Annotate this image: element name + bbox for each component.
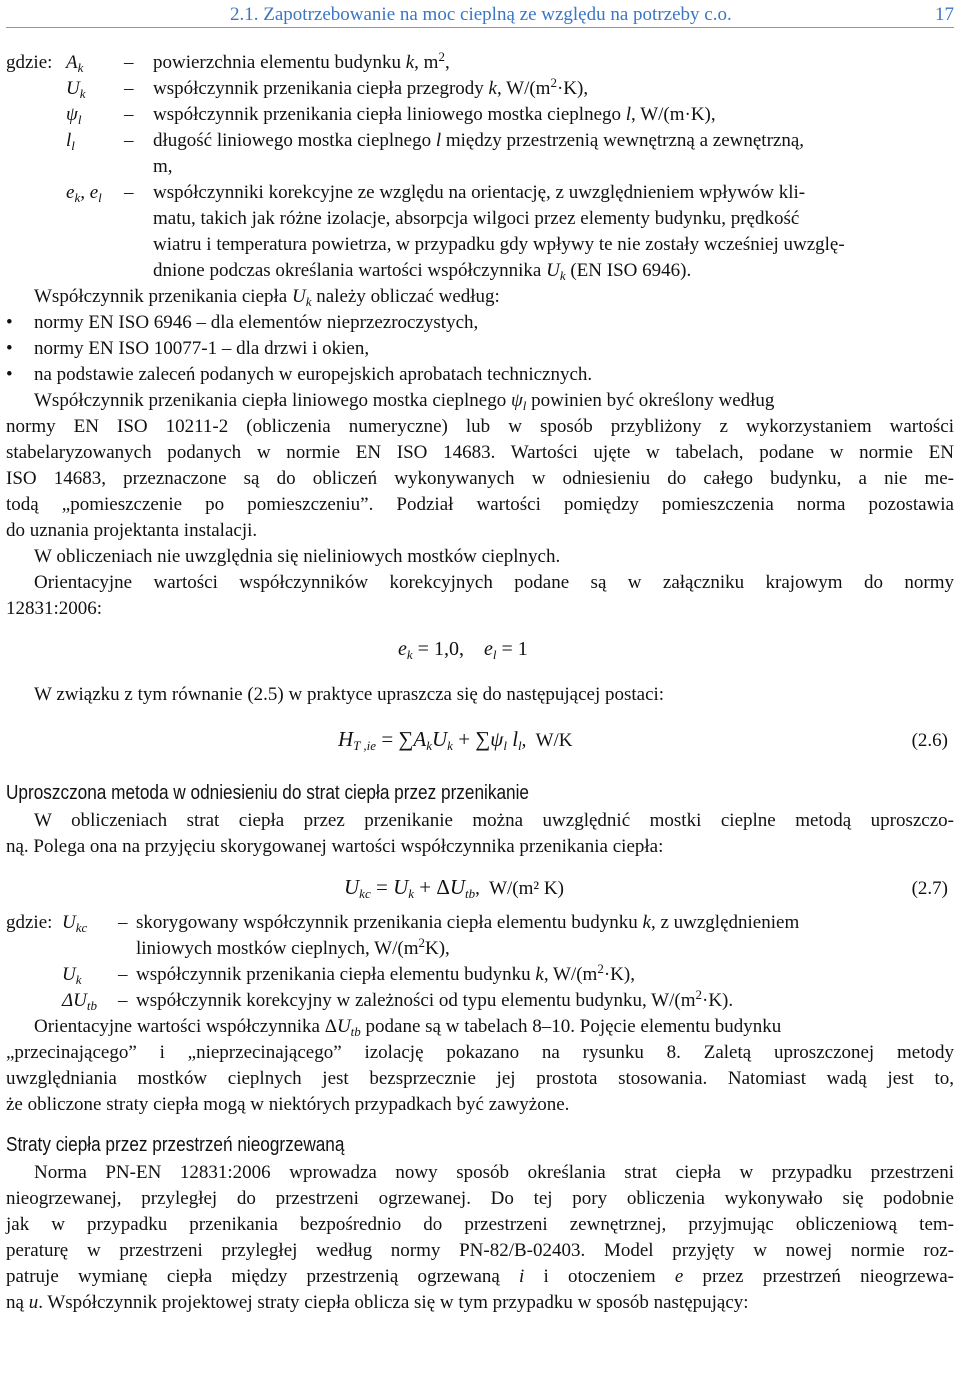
definition-row <box>6 50 954 76</box>
header-rule <box>6 27 954 28</box>
paragraph-correction <box>6 570 954 622</box>
text-line: stabelaryzowanych podanych w normie EN ISO 14683. Wartości ujęte w tabelach, podane w normie EN <box>6 442 954 463</box>
definition-row <box>6 910 954 936</box>
equation-2-6: $H_{T ,ie} = \sum A_kU_k + \sum\psi_l$ $l_l$, W/K (2.6) <box>338 727 948 753</box>
bullet-list <box>6 310 954 388</box>
text-line: nieogrzewanej, przyległej do przestrzeni ogrzewanej. Do tej pory obliczenia wykonywało się podobnie <box>6 1188 954 1209</box>
text-line: 12831:2006: <box>6 598 103 619</box>
equation-number: (2.6) <box>911 730 948 751</box>
definition-row <box>6 258 954 284</box>
definition-dash: – <box>124 182 134 203</box>
definition-text: współczynniki korekcyjne ze względu na orientację, z uwzględnieniem wpływów kli- <box>153 182 806 203</box>
symbol: $U_{kc}$ <box>62 912 88 935</box>
definition-text: liniowych mostków cieplnych, $W/(m^2K)$, <box>136 935 450 959</box>
definition-text: powierzchnia elementu budynku k, $m^2$, <box>153 49 450 73</box>
definitions-list-1 <box>6 50 954 284</box>
definition-text: m, <box>153 156 173 177</box>
definition-row <box>6 102 954 128</box>
symbol: $e_k$, $e_l$ <box>66 182 102 205</box>
text-line: uwzględniania mostków cieplnych jest bezsprzecznie jej prostota stosowania. Natomiast wadą jest to, <box>6 1068 954 1089</box>
text-line: Norma PN-EN 12831:2006 wprowadza nowy sposób określania strat ciepła w przypadku przestrzeni <box>34 1162 954 1183</box>
definition-row <box>6 76 954 102</box>
running-header <box>0 0 960 26</box>
definition-row <box>6 128 954 154</box>
definition-text: wiatru i temperatura powietrza, w przypadku gdy wpływy te nie zostały wcześniej uwzglę- <box>153 234 845 255</box>
text-line: „przecinającego” i „nieprzecinającego” izolację pokazano na rysunku 8. Zaletą uproszczonej metody <box>6 1042 954 1063</box>
definition-text: długość liniowego mostka cieplnego l między przestrzenią wewnętrzną a zewnętrzną, <box>153 130 805 151</box>
paragraph-delta-u: Orientacyjne wartości współczynnika $\Delta U_{tb}$ podane są w tabelach 8–10. Pojęcie elementu budynku „przecinającego” i „nieprzecinającego” izolację pokazano na rysunku 8. Zaletą uproszczonej metody uwzględniania mostków cieplnych jest bezsprzecznie jej prostota stosowania. Natomiast wadą jest to, że obliczone straty ciepła mogą w niektórych przypadkach być zawyżone. <box>6 1014 954 1118</box>
definition-row <box>6 988 954 1014</box>
definition-row <box>6 206 954 232</box>
list-item: • normy EN ISO 6946 – dla elementów nieprzezroczystych, <box>6 310 954 336</box>
definition-text: współczynnik przenikania ciepła elementu budynku k, $W/(m^2\cdot K)$, <box>136 961 635 985</box>
text-line: ną. Polega ona na przyjęciu skorygowanej wartości współczynnika przenikania ciepła: <box>6 836 664 857</box>
paragraph-simplified-method <box>6 808 954 860</box>
text-line: do uznania projektanta instalacji. <box>6 520 258 541</box>
symbol: $U_k$ <box>62 964 82 987</box>
equation-2-7: $U_{kc} = U_k + \Delta U_{tb}$, W/(m² K) (2.7) <box>344 875 948 901</box>
text-line: W obliczeniach strat ciepła przez przenikanie można uwzględnić mostki cieplne metodą uproszczo- <box>34 810 954 831</box>
list-item: • na podstawie zaleceń podanych w europejskich aprobatach technicznych. <box>6 362 954 388</box>
text-line: normy EN ISO 10211-2 (obliczenia numeryczne) lub w sposób przybliżony z wykorzystaniem wartości <box>6 416 954 437</box>
definition-text: współczynnik przenikania ciepła przegrody k, $W/(m^2\cdot K)$, <box>153 75 589 99</box>
definition-text: współczynnik przenikania ciepła liniowego mostka cieplnego l, W/(m·K), <box>153 104 716 125</box>
text-line: peraturę w przestrzeni przyległej według normy PN-82/B-02403. Model przyjęty w nowej normie roz- <box>6 1240 954 1261</box>
symbol: $l_l$ <box>66 130 75 153</box>
page-body <box>6 50 954 1316</box>
definition-row <box>6 962 954 988</box>
paragraph-nonlinear: W obliczeniach nie uwzględnia się nieliniowych mostków cieplnych. <box>34 546 561 567</box>
header-title: 2.1. Zapotrzebowanie na moc cieplną ze względu na potrzeby c.o. <box>230 4 732 25</box>
text-line: jak w przypadku przenikania bezpośrednio do przestrzeni zewnętrznej, przyjmując obliczeniową tem- <box>6 1214 954 1235</box>
definition-dash: – <box>118 964 128 985</box>
definition-dash: – <box>124 130 134 151</box>
paragraph-unheated-space: Norma PN-EN 12831:2006 wprowadza nowy sposób określania strat ciepła w przypadku przestrzeni nieogrzewanej, przyległej do przestrzeni ogrzewanej. Do tej pory obliczenia wykonywało się podobnie jak w przypadku przenikania bezpośrednio do przestrzeni zewnętrznej, przyjmując obliczeniową tem- peraturę w przestrzeni przyległej według normy PN-82/B-02403. Model przyjęty w nowej normie roz- patruje wymianę ciepła między przestrzenią ogrzewaną i i otoczeniem e przez przestrzeń nieogrzewa- ną u. Współczynnik projektowej straty ciepła oblicza się w tym przypadku w sposób następujący: <box>6 1162 954 1313</box>
definition-row <box>6 936 954 962</box>
paragraph-psi: Współczynnik przenikania ciepła liniowego mostka cieplnego $\psi_l$ powinien być określony według normy EN ISO 10211-2 (obliczenia numeryczne) lub w sposób przybliżony z wykorzystaniem wartości stabelaryzowanych podanych w normie EN ISO 14683. Wartości ujęte w tabelach, podane w normie EN ISO 14683, przeznaczone są do obliczeń wykonywanych w odniesieniu do całego budynku, a nie me- todą „pomieszczenie po pomieszczeniu”. Podział wartości pomiędzy pomieszczenia norma pozostawia do uznania projektanta instalacji. <box>6 388 954 544</box>
equation-number: (2.7) <box>911 878 948 899</box>
definition-row <box>6 232 954 258</box>
definition-text: współczynnik korekcyjny w zależności od typu elementu budynku, $W/(m^2\cdot K)$. <box>136 987 734 1011</box>
definition-row <box>6 154 954 180</box>
definition-row <box>6 180 954 206</box>
text-line: todą „pomieszczenie po pomieszczeniu”. Podział wartości pomiędzy pomieszczenia norma pozostawia <box>6 494 954 515</box>
definition-dash: – <box>118 990 128 1011</box>
definitions-list-2 <box>6 910 954 1014</box>
definition-dash: – <box>124 52 134 73</box>
text-line: ISO 14683, przeznaczone są do obliczeń wykonywanych w odniesieniu do całego budynku, a nie me- <box>6 468 954 489</box>
symbol: $U_k$ <box>66 78 86 101</box>
section-heading-unheated: Straty ciepła przez przestrzeń nieogrzewaną <box>6 1134 345 1156</box>
definition-dash: – <box>118 912 128 933</box>
equation-ek-el: $e_k = 1,0$, $e_l = 1$ <box>398 638 528 662</box>
symbol: $\Delta U_{tb}$ <box>62 990 97 1013</box>
definition-text: skorygowany współczynnik przenikania ciepła elementu budynku k, z uwzględnieniem <box>136 912 800 933</box>
page-number: 17 <box>935 4 954 25</box>
list-item: • normy EN ISO 10077-1 – dla drzwi i okien, <box>6 336 954 362</box>
text-line: Orientacyjne wartości współczynników korekcyjnych podane są w załączniku krajowym do normy <box>34 572 954 593</box>
symbol: $\psi_l$ <box>66 104 82 127</box>
text-line: że obliczone straty ciepła mogą w niektórych przypadkach być zawyżone. <box>6 1094 570 1115</box>
definitions-lead: gdzie: <box>6 912 53 933</box>
paragraph-uk-method: Współczynnik przenikania ciepła $U_k$ należy obliczać według: <box>34 286 500 309</box>
definition-dash: – <box>124 104 134 125</box>
definition-dash: – <box>124 78 134 99</box>
symbol: $A_k$ <box>66 52 84 75</box>
definition-text: matu, takich jak różne izolacje, absorpcja wilgoci przez elementy budynku, prędkość <box>153 208 800 229</box>
section-heading-simplified: Uproszczona metoda w odniesieniu do strat ciepła przez przenikanie <box>6 782 529 804</box>
definitions-lead: gdzie: <box>6 52 53 73</box>
definition-text: dnione podczas określania wartości współczynnika $U_k$ (EN ISO 6946). <box>153 260 692 283</box>
paragraph-simplify: W związku z tym równanie (2.5) w praktyce upraszcza się do następującej postaci: <box>34 684 665 705</box>
